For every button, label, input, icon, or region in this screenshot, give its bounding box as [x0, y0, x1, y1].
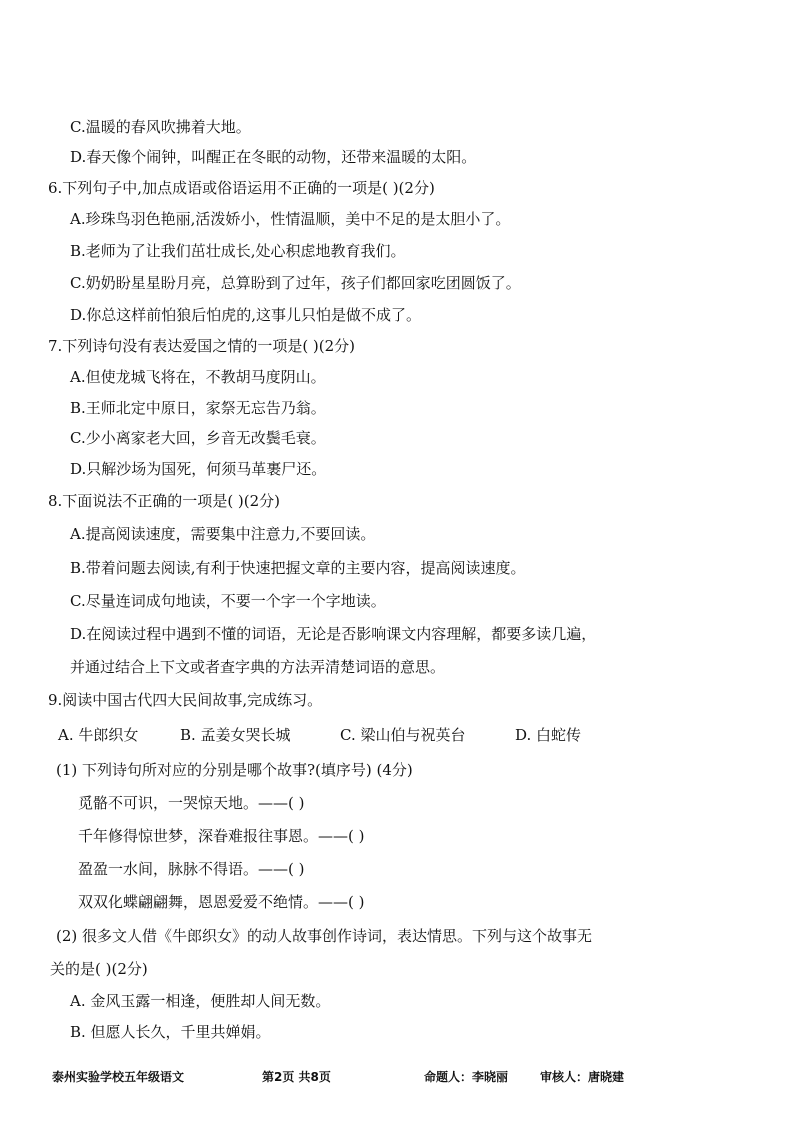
q8-option-a: A.提高阅读速度，需要集中注意力,不要回读。 [70, 525, 376, 543]
q6-stem: 6.下列句子中,加点成语或俗语运用不正确的一项是( )(2分) [48, 179, 435, 197]
q8-option-d-line2: 并通过结合上下文或者查字典的方法弄清楚词语的意思。 [70, 658, 446, 676]
q5-option-c: C.温暖的春风吹拂着大地。 [70, 118, 251, 136]
q6-option-c: C.奶奶盼星星盼月亮，总算盼到了过年，孩子们都回家吃团圆饭了。 [70, 274, 521, 292]
q9-choice-b: B. 孟姜女哭长城 [180, 726, 291, 744]
q5-option-d: D.春天像个闹钟，叫醒正在冬眠的动物，还带来温暖的太阳。 [70, 148, 477, 166]
q8-option-b: B.带着问题去阅读,有利于快速把握文章的主要内容，提高阅读速度。 [70, 559, 526, 577]
q7-option-b: B.王师北定中原日，家祭无忘告乃翁。 [70, 399, 326, 417]
q9-poem-1: 觅骼不可识，一哭惊天地。——( ) [78, 794, 305, 812]
q9-choice-a: A. 牛郎织女 [58, 726, 139, 744]
q7-option-a: A.但使龙城飞将在，不教胡马度阴山。 [70, 368, 326, 386]
q9-choice-d: D. 白蛇传 [515, 726, 582, 744]
footer-reviewer: 审核人：唐晓建 [540, 1070, 625, 1084]
q9-poem-3: 盈盈一水间，脉脉不得语。——( ) [78, 860, 305, 878]
q7-stem: 7.下列诗句没有表达爱国之情的一项是( )(2分) [48, 337, 356, 355]
q9-part2-option-b: B. 但愿人长久，千里共婵娟。 [70, 1023, 271, 1041]
q9-stem: 9.阅读中国古代四大民间故事,完成练习。 [48, 691, 323, 709]
footer-author: 命题人：李晓丽 [424, 1070, 509, 1084]
footer-school: 泰州实验学校五年级语文 [52, 1070, 185, 1084]
q6-option-b: B.老师为了让我们茁壮成长,处心积虑地教育我们。 [70, 242, 406, 260]
q9-part2-stem-line1: (2) 很多文人借《牛郎织女》的动人故事创作诗词，表达情思。下列与这个故事无 [56, 927, 593, 945]
footer-page-number: 第2页 共8页 [262, 1070, 331, 1084]
q7-option-c: C.少小离家老大回，乡音无改鬓毛衰。 [70, 429, 326, 447]
q9-part2-option-a: A. 金风玉露一相逢，便胜却人间无数。 [70, 992, 331, 1010]
q9-poem-4: 双双化蝶翩翩舞，恩恩爱爱不绝情。——( ) [78, 893, 365, 911]
q9-choice-c: C. 梁山伯与祝英台 [340, 726, 466, 744]
q9-part2-stem-line2: 关的是( )(2分) [50, 960, 148, 978]
q8-option-c: C.尽量连词成句地读，不要一个字一个字地读。 [70, 592, 386, 610]
q8-option-d-line1: D.在阅读过程中遇到不懂的词语，无论是否影响课文内容理解，都要多读几遍， [70, 625, 597, 643]
q8-stem: 8.下面说法不正确的一项是( )(2分) [48, 492, 281, 510]
q9-part1-stem: (1) 下列诗句所对应的分别是哪个故事?(填序号) (4分) [56, 761, 413, 779]
q7-option-d: D.只解沙场为国死，何须马革裹尸还。 [70, 460, 327, 478]
q6-option-a: A.珍珠鸟羽色艳丽,活泼娇小，性情温顺，美中不足的是太胆小了。 [70, 210, 511, 228]
q6-option-d: D.你总这样前怕狼后怕虎的,这事儿只怕是做不成了。 [70, 306, 422, 324]
q9-poem-2: 千年修得惊世梦，深眷难报往事恩。——( ) [78, 827, 365, 845]
